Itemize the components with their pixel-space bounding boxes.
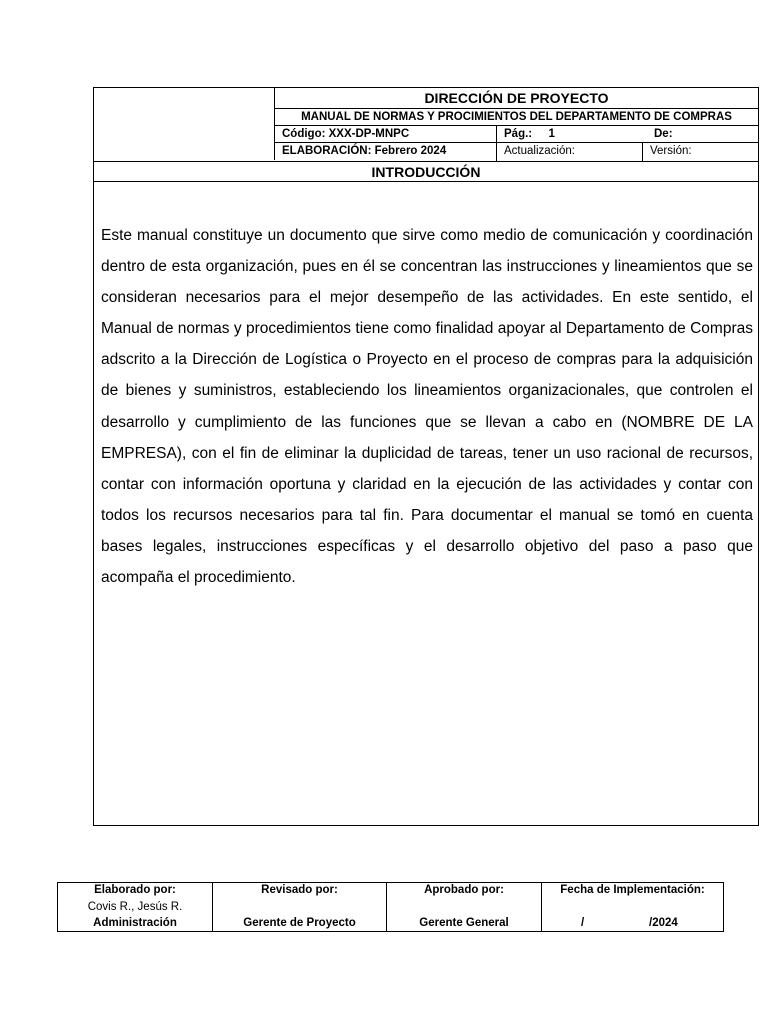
elaborado-name: Covis R., Jesús R. (87, 901, 183, 913)
document-frame (93, 87, 759, 826)
elaborado-cell (58, 883, 212, 931)
introduction-text: Este manual constituye un documento que sirve como medio de comunicación y coordinación dentro de esta organización, pues en él se concentran las instrucciones y lineamientos que se consideran necesarios para el mejor desempeño de las actividades. En este sentido, el Manual de normas y procedimientos tiene como finalidad apoyar al Departamento de Compras adscrito a la Dirección de Logística o Proyecto en el proceso de compras para la adquisición de bienes y suministros, estableciendo los lineamientos organizacionales, que controlen el desarrollo y cumplimiento de las funciones que se llevan a cabo en (NOMBRE DE LA EMPRESA), con el fin de eliminar la duplicidad de tareas, tener un uso racional de recursos, contar con información oportuna y claridad en la ejecución de las actividades y contar con todos los recursos necesarios para tal fin. Para documentar el manual se tomó en cuenta bases legales, instrucciones específicas y el desarrollo objetivo del paso a paso que acompaña el procedimiento. (101, 227, 753, 587)
aprobado-cell (386, 883, 541, 931)
codigo-field: Código: XXX-DP-MNPC (282, 128, 410, 140)
section-title: INTRODUCCIÓN (94, 161, 758, 182)
fecha-cell (541, 883, 723, 931)
page-label: Pág.: (504, 128, 533, 140)
signature-table (57, 882, 724, 932)
logo-placeholder (94, 88, 275, 160)
header-title: DIRECCIÓN DE PROYECTO (424, 90, 609, 106)
actualizacion-field: Actualización: (496, 143, 642, 161)
revisado-label: Revisado por: (261, 884, 338, 896)
fecha-label: Fecha de Implementación: (560, 884, 705, 896)
elaborado-label: Elaborado por: (94, 884, 176, 896)
revisado-role: Gerente de Proyecto (243, 917, 356, 929)
header-code-row (275, 126, 758, 143)
header-revision-row (275, 143, 758, 161)
header-title-row (275, 88, 758, 109)
revisado-cell (212, 883, 386, 931)
elaborado-role: Administración (93, 917, 177, 929)
page-of-label: De: (654, 128, 673, 140)
page-field (496, 126, 641, 142)
fecha-year: /2024 (649, 917, 678, 929)
aprobado-role: Gerente General (419, 917, 509, 929)
fecha-slash: / (581, 917, 585, 929)
version-field: Versión: (642, 143, 758, 161)
document-header (94, 88, 758, 161)
aprobado-label: Aprobado por: (424, 884, 504, 896)
elaboracion-field: ELABORACIÓN: Febrero 2024 (282, 145, 447, 157)
header-subtitle: MANUAL DE NORMAS Y PROCIMIENTOS DEL DEPARTAMENTO DE COMPRAS (301, 111, 732, 123)
header-subtitle-row (275, 109, 758, 126)
page-value: 1 (548, 128, 555, 140)
